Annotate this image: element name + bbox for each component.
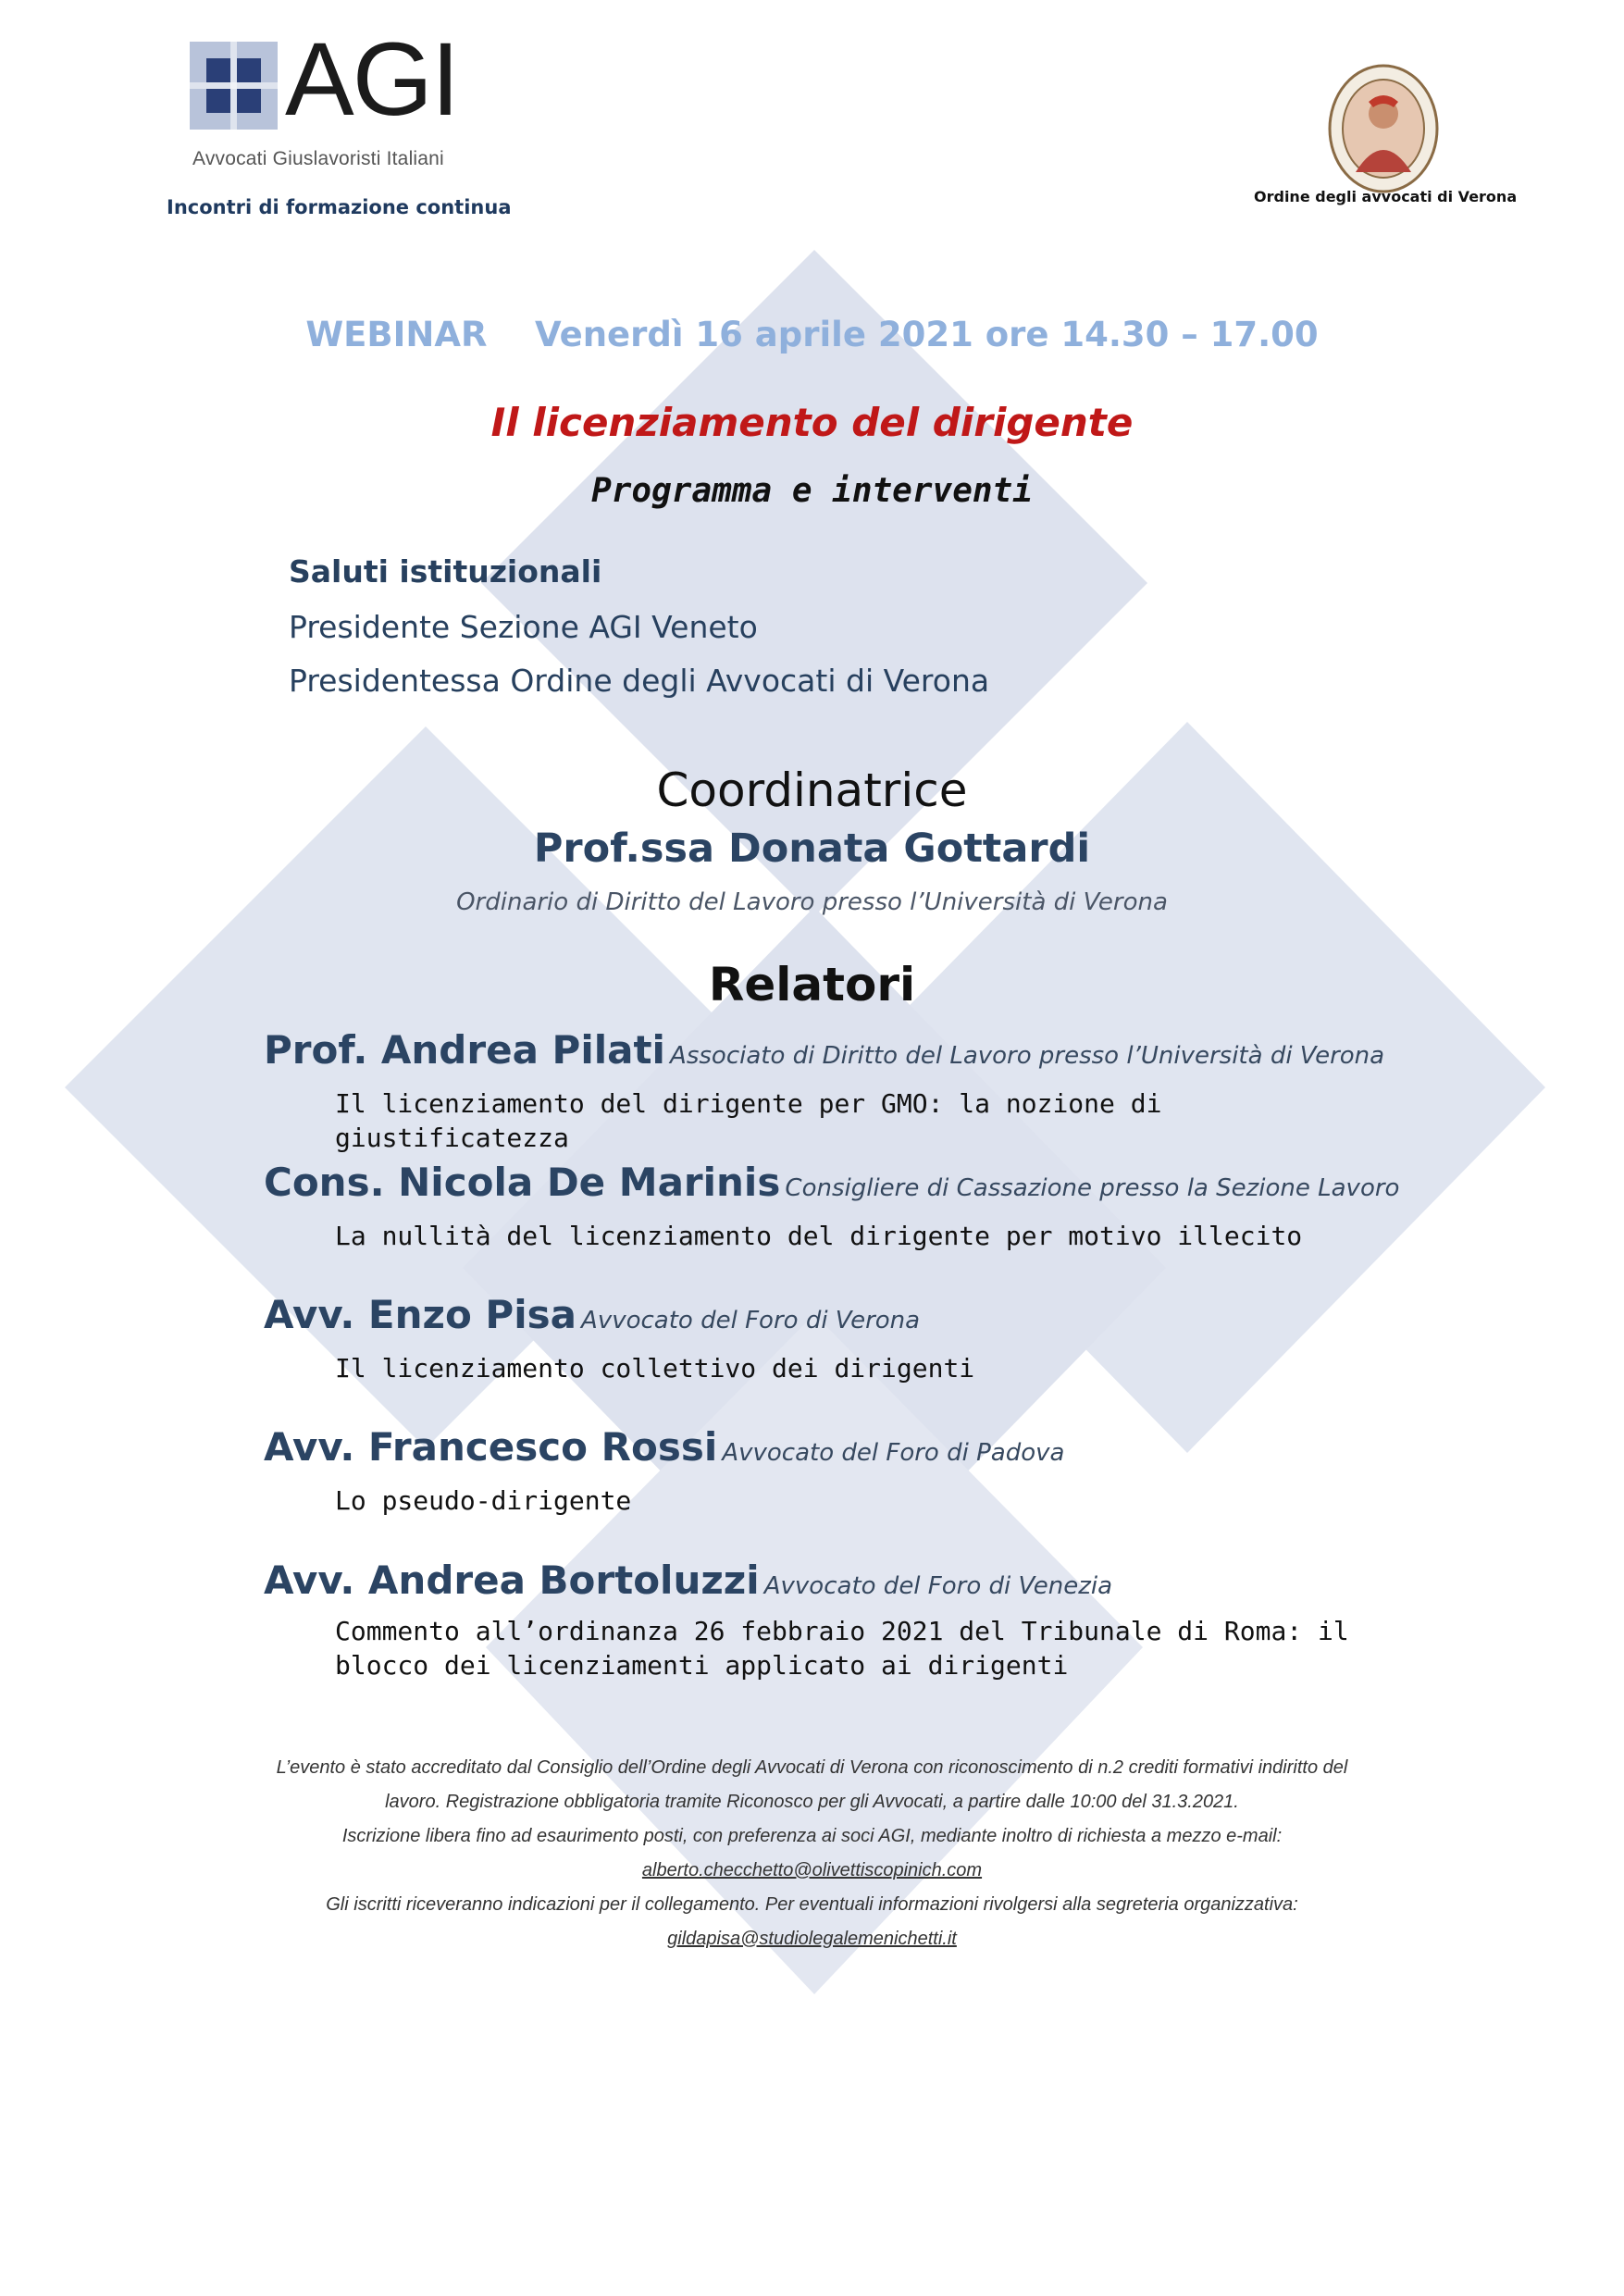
email-link[interactable]: alberto.checchetto@olivettiscopinich.com xyxy=(641,1860,983,1880)
header-left-note: Incontri di formazione continua xyxy=(167,196,512,218)
speaker-name: Avv. Francesco Rossi xyxy=(264,1424,718,1470)
header-right-caption: Ordine degli avvocati di Verona xyxy=(1254,188,1518,205)
speaker-entry xyxy=(264,1424,1064,1470)
speaker-role: Associato di Diritto del Lavoro presso l’Università di Verona xyxy=(670,1042,1385,1070)
speaker-name: Prof. Andrea Pilati xyxy=(264,1027,665,1073)
speaker-role: Consigliere di Cassazione presso la Sezione Lavoro xyxy=(785,1174,1400,1202)
event-subtitle: Programma e interventi xyxy=(591,472,1033,510)
greetings-line: Presidente Sezione AGI Veneto xyxy=(289,609,758,645)
speaker-name: Avv. Andrea Bortoluzzi xyxy=(264,1558,760,1603)
speaker-role: Avvocato del Foro di Padova xyxy=(722,1439,1065,1467)
agi-logo-icon xyxy=(190,42,278,130)
footer-line: Gli iscritti riceveranno indicazioni per il collegamento. Per eventuali informazioni rivolgersi alla segreteria organizzativa: xyxy=(326,1894,1298,1915)
agi-logo-text: AGI xyxy=(285,21,458,137)
greetings-heading: Saluti istituzionali xyxy=(289,553,602,590)
greetings-line: Presidentessa Ordine degli Avvocati di Verona xyxy=(289,663,990,699)
event-title: Il licenziamento del dirigente xyxy=(490,400,1134,445)
speaker-role: Avvocato del Foro di Venezia xyxy=(763,1572,1113,1600)
coordinator-role: Ordinario di Diritto del Lavoro presso l’Università di Verona xyxy=(456,888,1168,916)
footer-line: lavoro. Registrazione obbligatoria tramite Riconosco per gli Avvocati, a partire dalle 10:00 del 31.3.2021. xyxy=(385,1792,1239,1812)
speaker-name: Cons. Nicola De Marinis xyxy=(264,1160,781,1205)
email-link[interactable]: gildapisa@studiolegalemenichetti.it xyxy=(667,1929,957,1949)
speaker-entry xyxy=(264,1292,920,1337)
speaker-talk: Il licenziamento collettivo dei dirigenti xyxy=(335,1353,975,1384)
speaker-entry xyxy=(264,1027,1384,1073)
agi-logo-subtitle: Avvocati Giuslavoristi Italiani xyxy=(192,148,444,169)
footer-accreditation xyxy=(139,1751,1485,1956)
speaker-entry xyxy=(264,1160,1399,1205)
verona-bar-seal-icon xyxy=(1327,63,1440,194)
speaker-talk: Il licenziamento del dirigente per GMO: la nozione di giustificatezza xyxy=(335,1088,1162,1153)
speaker-talk: La nullità del licenziamento del dirigente per motivo illecito xyxy=(335,1221,1303,1251)
webinar-date-line: WEBINAR Venerdì 16 aprile 2021 ore 14.30 – 17.00 xyxy=(305,315,1319,354)
coordinator-heading: Coordinatrice xyxy=(656,763,968,817)
speaker-name: Avv. Enzo Pisa xyxy=(264,1292,576,1337)
speaker-talk: Lo pseudo-dirigente xyxy=(335,1485,632,1516)
coordinator-name: Prof.ssa Donata Gottardi xyxy=(533,825,1091,872)
footer-line: L’evento è stato accreditato dal Consiglio dell’Ordine degli Avvocati di Verona con riconoscimento di n.2 crediti formativi indiritto del xyxy=(276,1757,1348,1778)
footer-line: Iscrizione libera fino ad esaurimento posti, con preferenza ai soci AGI, mediante inoltro di richiesta a mezzo e-mail: xyxy=(341,1826,1283,1846)
speaker-entry xyxy=(264,1558,1112,1603)
speaker-role: Avvocato del Foro di Verona xyxy=(581,1307,921,1334)
speaker-talk: Commento all’ordinanza 26 febbraio 2021 del Tribunale di Roma: il blocco dei licenziamenti applicato ai dirigenti xyxy=(335,1616,1349,1681)
speakers-heading: Relatori xyxy=(708,958,916,1011)
